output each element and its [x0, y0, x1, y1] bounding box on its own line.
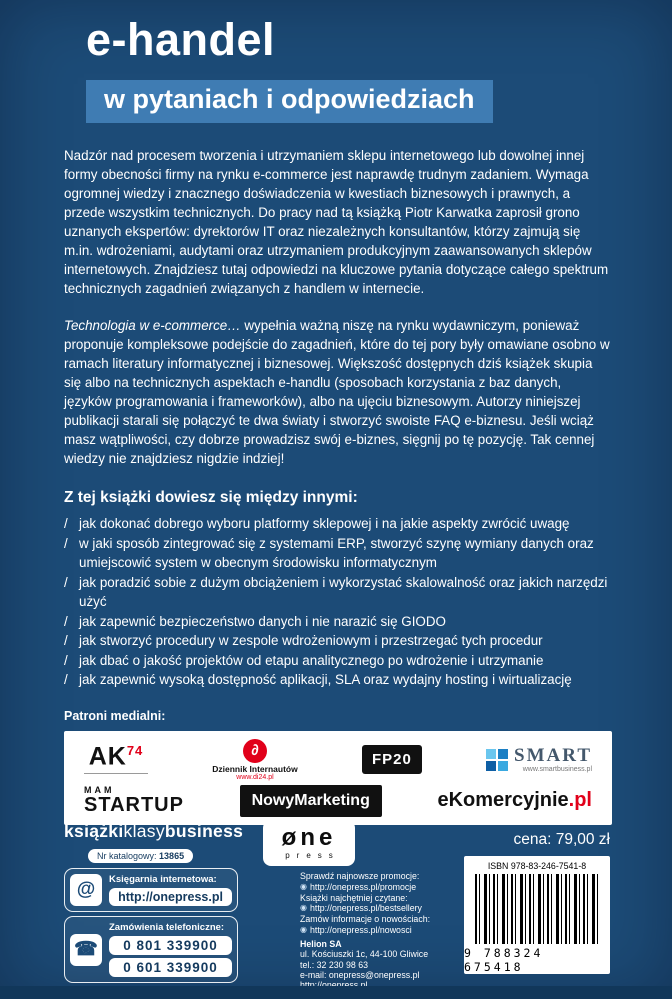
ekomercyjnie-name: eKomercyjnie: [437, 789, 569, 811]
bullet-text: jak poradzić sobie z dużym obciążeniem i wykorzystać skalowalność oraz jakich narzędzi użyć: [79, 574, 608, 609]
bookstore-label: Księgarnia internetowa:: [109, 874, 217, 885]
bullet-marker: /: [64, 535, 68, 551]
dziennik-name: Dziennik Internautów: [212, 763, 298, 774]
ean-number: 9 788324 675418: [464, 946, 544, 974]
bullet-marker: /: [64, 516, 68, 531]
address-line: ul. Kościuszki 1c, 44-100 Gliwice: [300, 949, 429, 960]
mam-startup-top: MAM: [84, 785, 115, 795]
catalog-number-badge: [88, 849, 193, 863]
bullet-text: jak dokonać dobrego wyboru platformy sklepowej i na jakie aspekty zwrócić uwagę: [79, 516, 570, 531]
smart-cube-icon: [486, 749, 508, 771]
book-subtitle-banner: w pytaniach i odpowiedziach: [86, 80, 493, 123]
link-bullet-icon: ◉: [300, 903, 307, 913]
media-patrons-box: [64, 731, 612, 825]
bullet-item: [64, 573, 612, 612]
list-heading: Z tej książki dowiesz się między innymi:: [64, 489, 358, 506]
catalog-label: Nr katalogowy:: [97, 851, 157, 861]
link-bullet-icon: ◉: [300, 924, 307, 934]
bullet-text: w jaki sposób zintegrować się z systemami ERP, stworzyć szynę wymiany danych oraz umiejscowić system w obecnym środowisku informatycznym: [79, 535, 594, 570]
publisher-logo-top: øne: [281, 824, 337, 851]
cover-content: [64, 146, 612, 825]
promo-label: Sprawdź najnowsze promocje:: [300, 871, 420, 881]
logo-smart: [486, 746, 592, 773]
barcode-box: [464, 856, 610, 974]
bullet-text: jak zapewnić wysoką dostępność aplikacji, SLA oraz wydajny hosting i wirtualizację: [79, 672, 572, 687]
phone-number-pill-1: 0 801 339900: [109, 936, 232, 955]
publisher-logo-bottom: press: [285, 851, 340, 860]
description-paragraph: [64, 316, 612, 468]
phone-number-pill-2: 0 601 339900: [109, 958, 232, 977]
description-text: wypełnia ważną niszę na rynku wydawniczym, ponieważ proponuje kompleksowe podejście do zagadnień, które do tej pory były omawiane osobno w ramach literatury informatycznej i biznesowej. Większość dostępnych dziś książek skupia się albo na technicznych aspektach e-handlu (sposobach korzystania z baz danych, języków programowania i frameworków), albo na ujęciu biznesowym. Autorzy niniejszej publikacji starali się połączyć te dwa światy i stworzyć swoiste FAQ e-biznesu. Jeśli wciąż masz wątpliwości, czy dobrze prowadzisz swój e-biznes, sięgnij po tę pozycję. Tak cennej wiedzy nie znajdziesz nigdzie indziej!: [64, 318, 610, 466]
bullet-item: [64, 612, 612, 632]
patrons-heading: Patroni medialni:: [64, 708, 166, 723]
phone-orders-box: [64, 916, 238, 983]
bullet-text: jak dbać o jakość projektów od etapu analitycznego po wdrożenie i utrzymanie: [79, 652, 544, 668]
link-bullet-icon: ◉: [300, 881, 307, 891]
bottom-edge-strip: [0, 986, 672, 999]
promo-label: Książki najchętniej czytane:: [300, 892, 408, 903]
publisher-address: [300, 939, 428, 990]
bullet-item: [64, 651, 612, 671]
bookstore-url-pill: http://onepress.pl: [109, 888, 232, 906]
publisher-logo-onepress: [263, 820, 355, 866]
brand-ksiazki-klasy-business: książkiklasybusiness: [64, 821, 244, 841]
barcode-stripes-icon: [475, 874, 599, 944]
bullet-text: jak zapewnić bezpieczeństwo danych i nie narazić się GIODO: [79, 613, 446, 629]
promo-url: http://onepress.pl/nowosci: [309, 924, 412, 935]
address-line: tel.: 32 230 98 63: [300, 959, 368, 970]
catalog-value: 13865: [159, 851, 185, 861]
bullet-list: [64, 514, 612, 690]
ak74-number: 74: [126, 743, 144, 759]
promo-links: [300, 871, 430, 936]
mam-startup-bottom: STARTUP: [84, 794, 184, 816]
smart-url: www.smartbusiness.pl: [522, 766, 592, 773]
ak74-tagline-rule: [84, 773, 148, 775]
bullet-marker: /: [64, 633, 68, 648]
logo-dziennik-internautow: [212, 739, 297, 781]
ak74-name: AK: [88, 742, 127, 771]
bullet-item: [64, 534, 612, 573]
address-line: Helion SA: [300, 939, 342, 949]
book-title-mention: Technologia w e-commerce…: [64, 318, 241, 333]
bullet-item: [64, 514, 612, 534]
bullet-marker: /: [64, 574, 68, 590]
address-line: e-mail: onepress@onepress.pl: [300, 969, 420, 980]
patrons-row-2: [84, 785, 592, 817]
bullet-marker: /: [64, 613, 68, 629]
logo-ak74: [84, 744, 148, 774]
phone-orders-label: Zamówienia telefoniczne:: [109, 922, 225, 933]
patrons-row-1: [84, 739, 592, 781]
promo-url: http://onepress.pl/promocje: [309, 881, 417, 892]
bullet-marker: /: [64, 652, 68, 668]
bullet-text: jak stworzyć procedury w zespole wdrożeniowym i przestrzegać tych procedur: [79, 633, 543, 648]
promo-label: Zamów informacje o nowościach:: [300, 914, 431, 925]
price-label: cena: 79,00 zł: [513, 831, 610, 848]
internet-bookstore-icon: @: [70, 874, 102, 906]
bullet-item: [64, 670, 612, 690]
logo-nowymarketing: NowyMarketing: [240, 785, 382, 817]
isbn-label: ISBN 978-83-246-7541-8: [487, 861, 587, 871]
phone-icon: ☎: [70, 934, 102, 966]
intro-paragraph: Nadzór nad procesem tworzenia i utrzymaniem sklepu internetowego lub dowolnej innej formy obecności firmy na rynku e-commerce jest naprawdę trudnym zadaniem. Wymaga ogromnej wiedzy i znacznego doświadczenia w kwestiach biznesowych i prawnych, a przede wszystkim technicznych. Do pracy nad tą książką Piotr Karwatka zaprosił grono uznanych ekspertów: dyrektorów IT oraz niezależnych konsultantów, którzy zajmują się m.in. wdrożeniami, audytami oraz utrzymaniem produkcyjnym zaawansowanych sklepów internetowych. Znajdziesz tutaj odpowiedzi na kluczowe pytania dotyczące całego spektrum technicznych zagadnień związanych z handlem w internecie.: [64, 148, 609, 296]
logo-fp20: FP20: [362, 745, 422, 774]
logo-ekomercyjnie: [437, 789, 592, 812]
dziennik-url: www.di24.pl: [236, 773, 274, 781]
dziennik-internautow-icon: ∂: [243, 739, 267, 763]
internet-bookstore-box: [64, 868, 238, 912]
promo-url: http://onepress.pl/bestsellery: [309, 903, 422, 914]
bullet-marker: /: [64, 672, 68, 687]
ekomercyjnie-tld: .pl: [568, 789, 592, 811]
book-title: e-handel: [86, 14, 276, 65]
logo-mam-startup: [84, 786, 184, 815]
smart-name: SMART: [514, 745, 592, 766]
bullet-item: [64, 631, 612, 651]
